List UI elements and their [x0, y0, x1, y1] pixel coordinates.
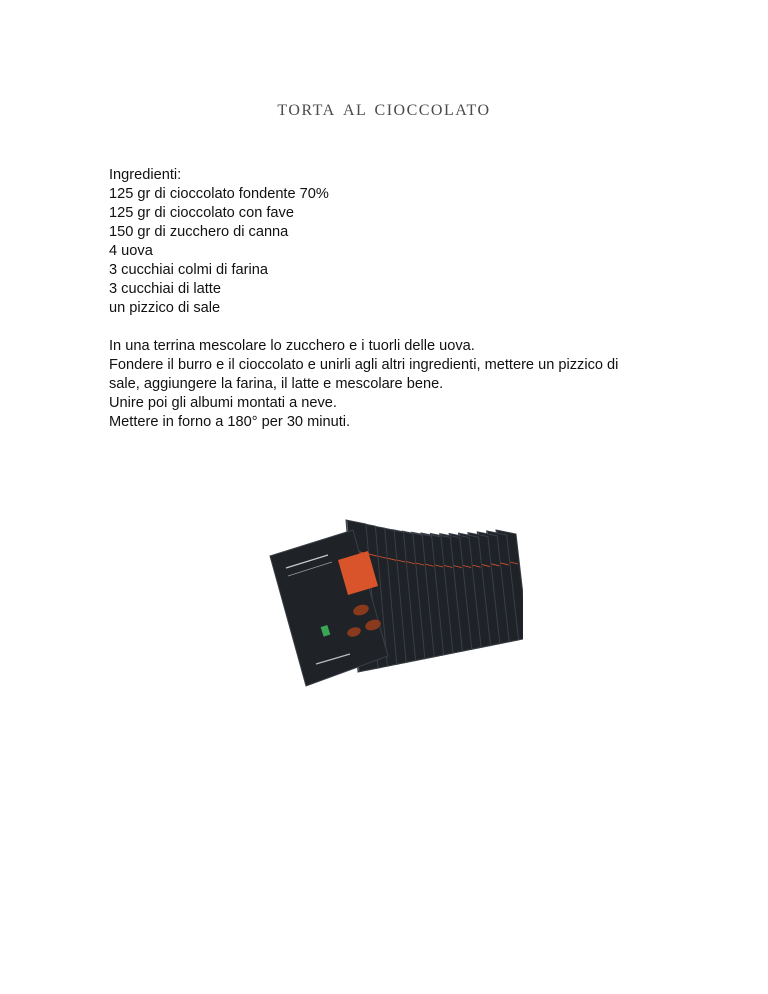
- ingredient-item: un pizzico di sale: [109, 300, 221, 316]
- ingredient-item: 150 gr di zucchero di canna: [109, 224, 289, 240]
- recipe-body: [109, 166, 689, 432]
- ingredients-heading: Ingredienti:: [109, 167, 182, 183]
- chocolate-bars-photo: [258, 498, 523, 690]
- ingredient-item: 125 gr di cioccolato fondente 70%: [109, 186, 329, 202]
- ingredient-item: 3 cucchiai colmi di farina: [109, 262, 268, 278]
- ingredient-item: 125 gr di cioccolato con fave: [109, 205, 294, 221]
- instruction-line: In una terrina mescolare lo zucchero e i tuorli delle uova.: [109, 338, 475, 354]
- ingredient-item: 4 uova: [109, 243, 153, 259]
- recipe-title: torta al cioccolato: [277, 95, 491, 120]
- paragraph-gap: [109, 318, 689, 337]
- instruction-line: Unire poi gli albumi montati a neve.: [109, 395, 337, 411]
- ingredient-item: 3 cucchiai di latte: [109, 281, 221, 297]
- instruction-line: sale, aggiungere la farina, il latte e mescolare bene.: [109, 376, 444, 392]
- instruction-line: Mettere in forno a 180° per 30 minuti.: [109, 414, 351, 430]
- instruction-line: Fondere il burro e il cioccolato e unirli agli altri ingredienti, mettere un pizzico di: [109, 357, 619, 373]
